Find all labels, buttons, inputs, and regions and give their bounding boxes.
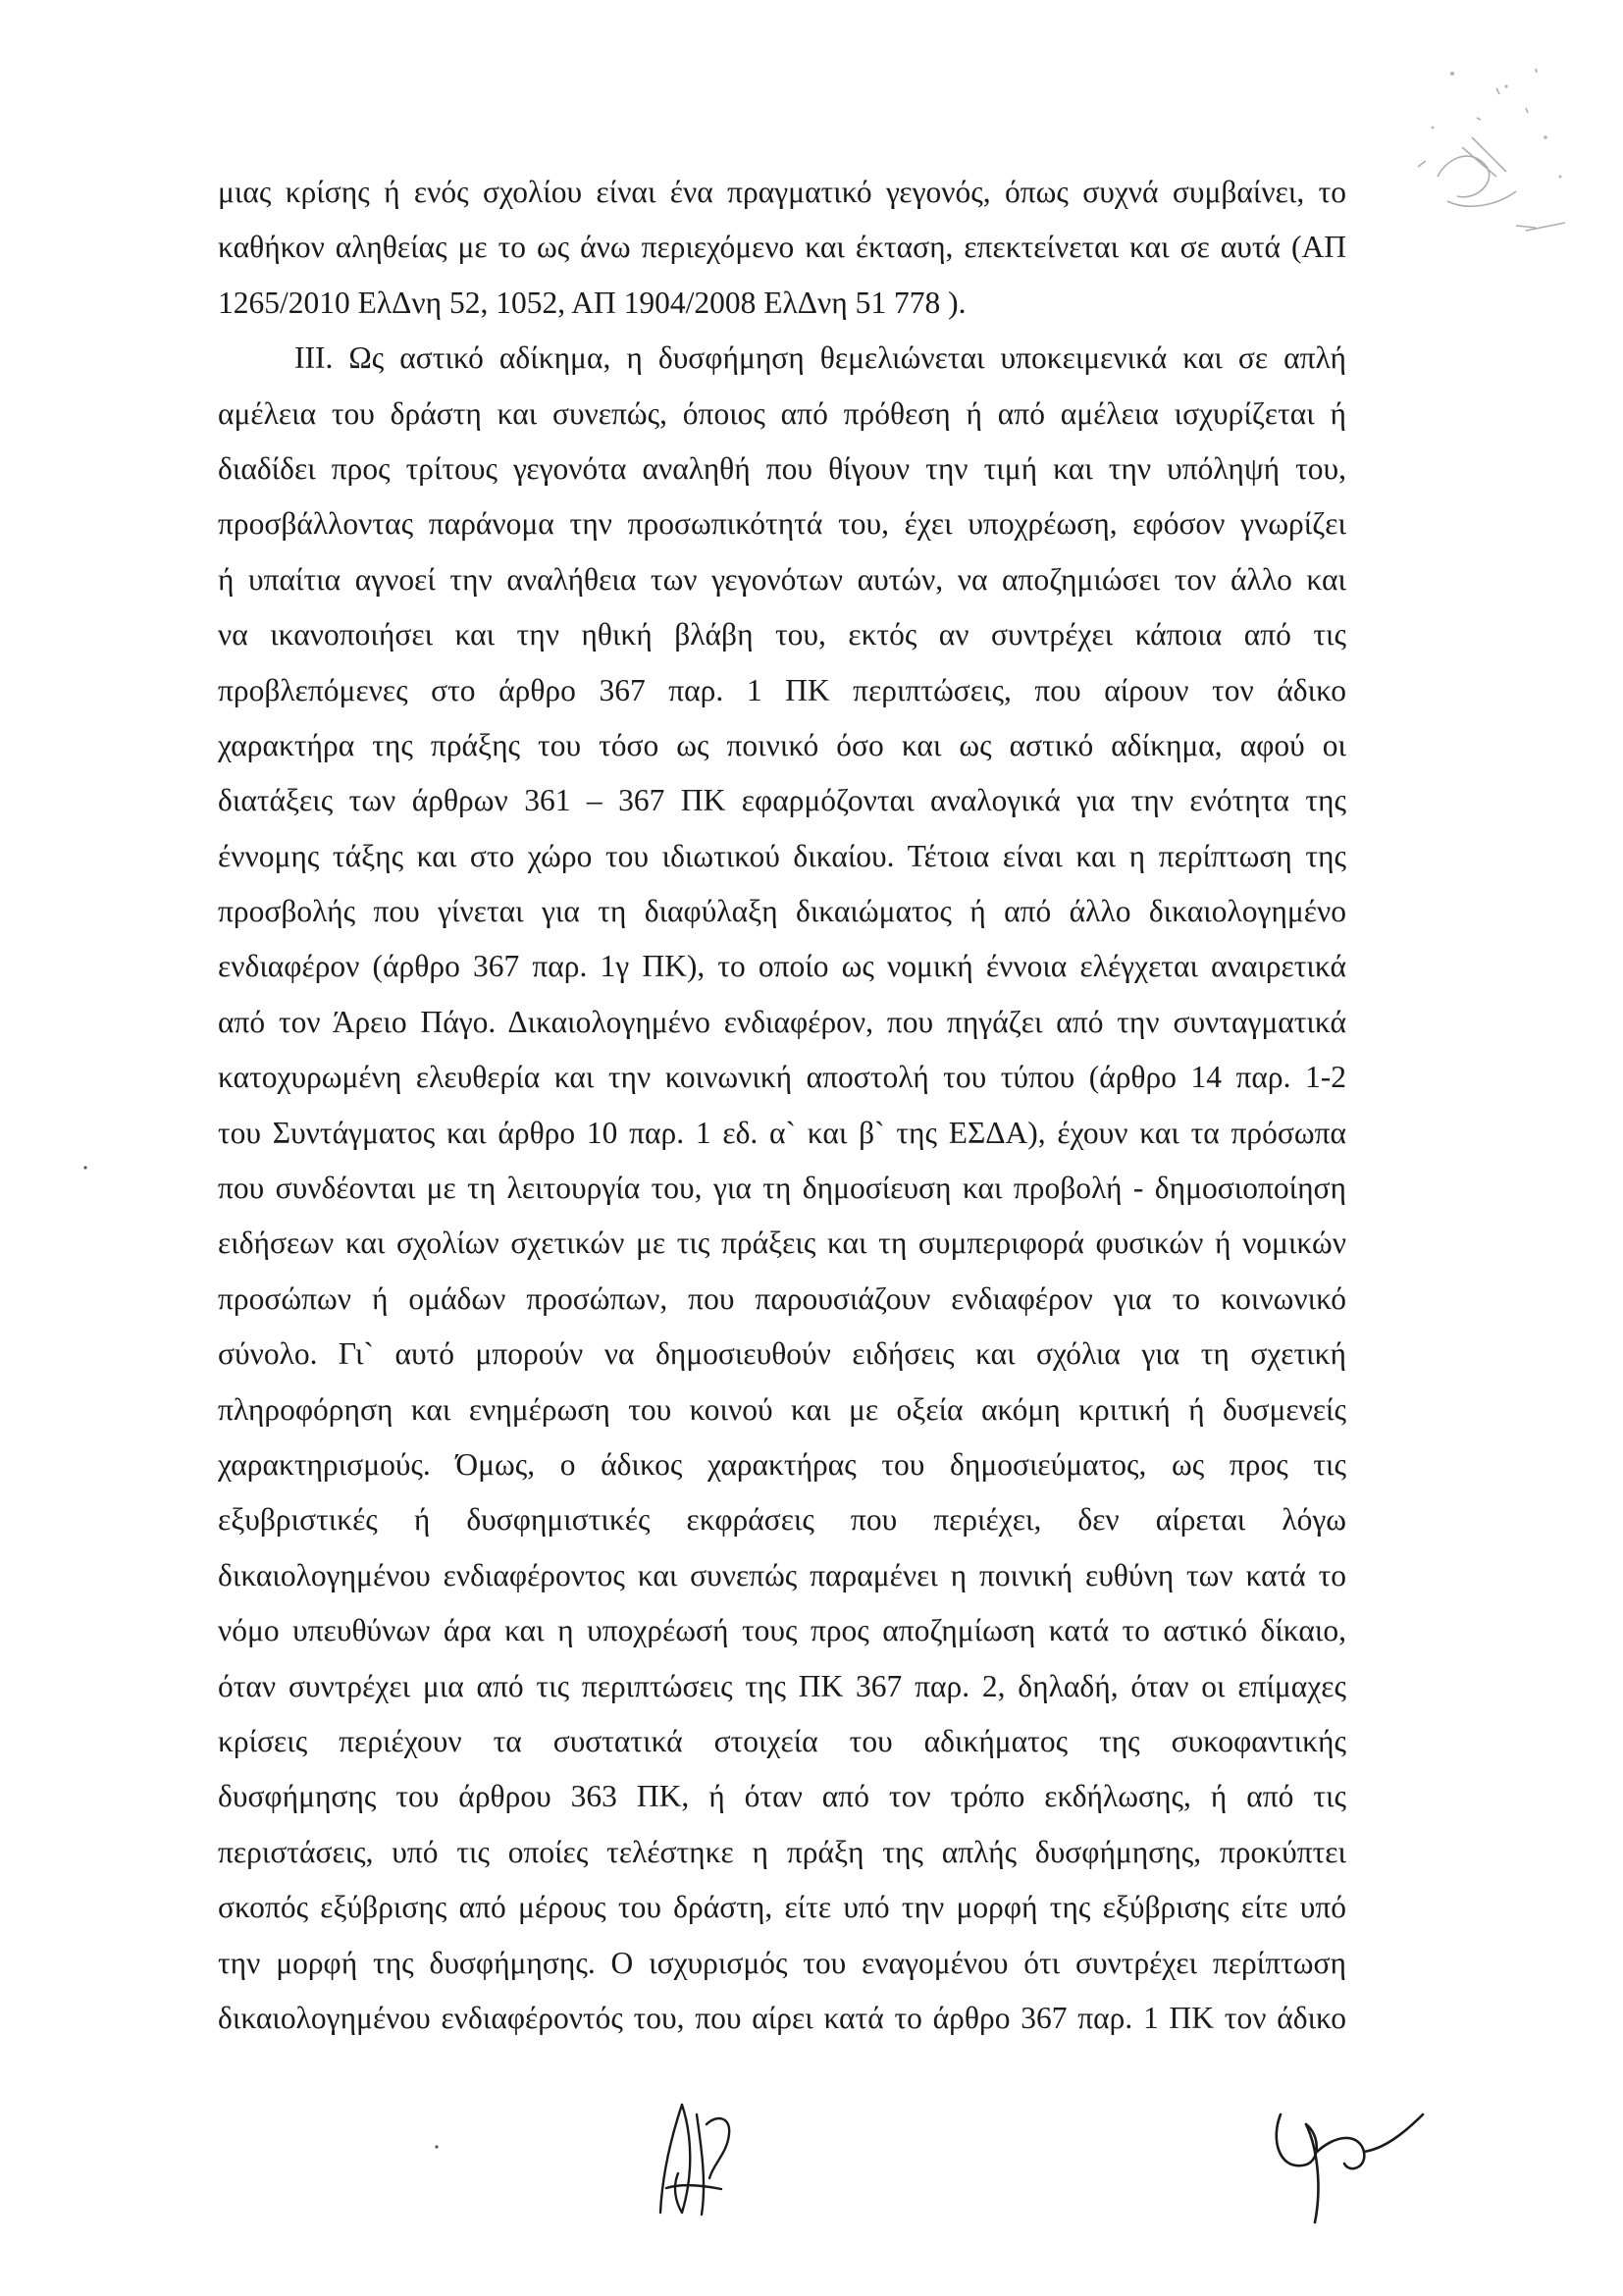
text-line: εξυβριστικές ή δυσφημιστικές εκφράσεις που περιέχει, δεν αίρεται λόγω	[218, 1502, 1346, 1538]
text-line: χαρακτηρισμούς. Όμως, ο άδικος χαρακτήρας του δημοσιεύματος, ως προς τις	[218, 1446, 1346, 1482]
stray-dot	[80, 1163, 90, 1173]
text-line: ειδήσεων και σχολίων σχετικών με τις πράξεις και τη συμπεριφορά φυσικών ή νομικών	[218, 1226, 1346, 1261]
text-line: προσβάλλοντας παράνομα την προσωπικότητά του, έχει υποχρέωση, εφόσον γνωρίζει	[218, 506, 1346, 542]
text-line: προσβολής που γίνεται για τη διαφύλαξη δικαιώματος ή από άλλο δικαιολογημένο	[218, 894, 1346, 929]
signature-right	[1261, 2095, 1428, 2232]
stamp-mark	[1379, 29, 1585, 275]
text-line: κατοχυρωμένη ελευθερία και την κοινωνική αποστολή του τύπου (άρθρο 14 παρ. 1-2	[218, 1060, 1346, 1095]
text-line: σύνολο. Γι` αυτό μπορούν να δημοσιευθούν ειδήσεις και σχόλια για τη σχετική	[218, 1336, 1346, 1372]
text-line: όταν συντρέχει μια από τις περιπτώσεις της ΠΚ 367 παρ. 2, δηλαδή, όταν οι επίμαχες	[218, 1668, 1346, 1703]
text-line: αμέλεια του δράστη και συνεπώς, όποιος από πρόθεση ή από αμέλεια ισχυρίζεται ή	[218, 395, 1346, 431]
document-body	[218, 165, 1346, 2046]
text-line: δικαιολογημένου ενδιαφέροντος και συνεπώς παραμένει η ποινική ευθύνη των κατά το	[218, 1557, 1346, 1592]
paragraph-start-line: ΙΙΙ. Ως αστικό αδίκημα, η δυσφήμηση θεμελιώνεται υποκειμενικά και σε απλή	[294, 340, 1346, 376]
text-line: πληροφόρηση και ενημέρωση του κοινού και με οξεία ακόμη κριτική ή δυσμενείς	[218, 1391, 1346, 1427]
text-line: έννομης τάξης και στο χώρο του ιδιωτικού δικαίου. Τέτοια είναι και η περίπτωση της	[218, 838, 1346, 873]
signature-initials-left	[653, 2095, 741, 2222]
text-line: που συνδέονται με τη λειτουργία του, για τη δημοσίευση και προβολή - δημοσιοποίηση	[218, 1171, 1346, 1206]
text-line: σκοπός εξύβρισης από μέρους του δράστη, είτε υπό την μορφή της εξύβρισης είτε υπό	[218, 1890, 1346, 1925]
text-line: ενδιαφέρον (άρθρο 367 παρ. 1γ ΠΚ), το οποίο ως νομική έννοια ελέγχεται αναιρετικά	[218, 949, 1346, 984]
text-line: από τον Άρειο Πάγο. Δικαιολογημένο ενδιαφέρον, που πηγάζει από την συνταγματικά	[218, 1004, 1346, 1039]
stray-dot	[432, 2142, 442, 2152]
text-line: κρίσεις περιέχουν τα συστατικά στοιχεία του αδικήματος της συκοφαντικής	[218, 1723, 1346, 1758]
text-line: δικαιολογημένου ενδιαφέροντός του, που αίρει κατά το άρθρο 367 παρ. 1 ΠΚ τον άδικο	[218, 2000, 1346, 2035]
text-line: προβλεπόμενες στο άρθρο 367 παρ. 1 ΠΚ περιπτώσεις, που αίρουν τον άδικο	[218, 672, 1346, 707]
text-line: 1265/2010 ΕλΔνη 52, 1052, ΑΠ 1904/2008 ΕλΔνη 51 778 ).	[218, 285, 967, 320]
text-line: δυσφήμησης του άρθρου 363 ΠΚ, ή όταν από τον τρόπο εκδήλωσης, ή από τις	[218, 1779, 1346, 1814]
text-line: καθήκον αληθείας με το ως άνω περιεχόμενο και έκταση, επεκτείνεται και σε αυτά (ΑΠ	[218, 230, 1346, 265]
text-line: μιας κρίσης ή ενός σχολίου είναι ένα πραγματικό γεγονός, όπως συχνά συμβαίνει, το	[218, 175, 1346, 209]
text-line: χαρακτήρα της πράξης του τόσο ως ποινικό όσο και ως αστικό αδίκημα, αφού οι	[218, 727, 1346, 762]
text-line: προσώπων ή ομάδων προσώπων, που παρουσιάζουν ενδιαφέρον για το κοινωνικό	[218, 1280, 1346, 1316]
text-line: να ικανοποιήσει και την ηθική βλάβη του, εκτός αν συντρέχει κάποια από τις	[218, 617, 1346, 652]
text-line: περιστάσεις, υπό τις οποίες τελέστηκε η πράξη της απλής δυσφήμησης, προκύπτει	[218, 1834, 1346, 1869]
text-line: νόμο υπευθύνων άρα και η υποχρέωσή τους προς αποζημίωση κατά το αστικό δίκαιο,	[218, 1613, 1346, 1648]
text-line: ή υπαίτια αγνοεί την αναλήθεια των γεγονότων αυτών, να αποζημιώσει τον άλλο και	[218, 561, 1346, 597]
text-line: την μορφή της δυσφήμησης. Ο ισχυρισμός του εναγομένου ότι συντρέχει περίπτωση	[218, 1945, 1346, 1980]
text-line: διαδίδει προς τρίτους γεγονότα αναληθή που θίγουν την τιμή και την υπόληψή του,	[218, 450, 1346, 486]
text-line: του Συντάγματος και άρθρο 10 παρ. 1 εδ. α` και β` της ΕΣΔΑ), έχουν και τα πρόσωπα	[218, 1115, 1346, 1150]
text-line: διατάξεις των άρθρων 361 – 367 ΠΚ εφαρμόζονται αναλογικά για την ενότητα της	[218, 783, 1346, 818]
